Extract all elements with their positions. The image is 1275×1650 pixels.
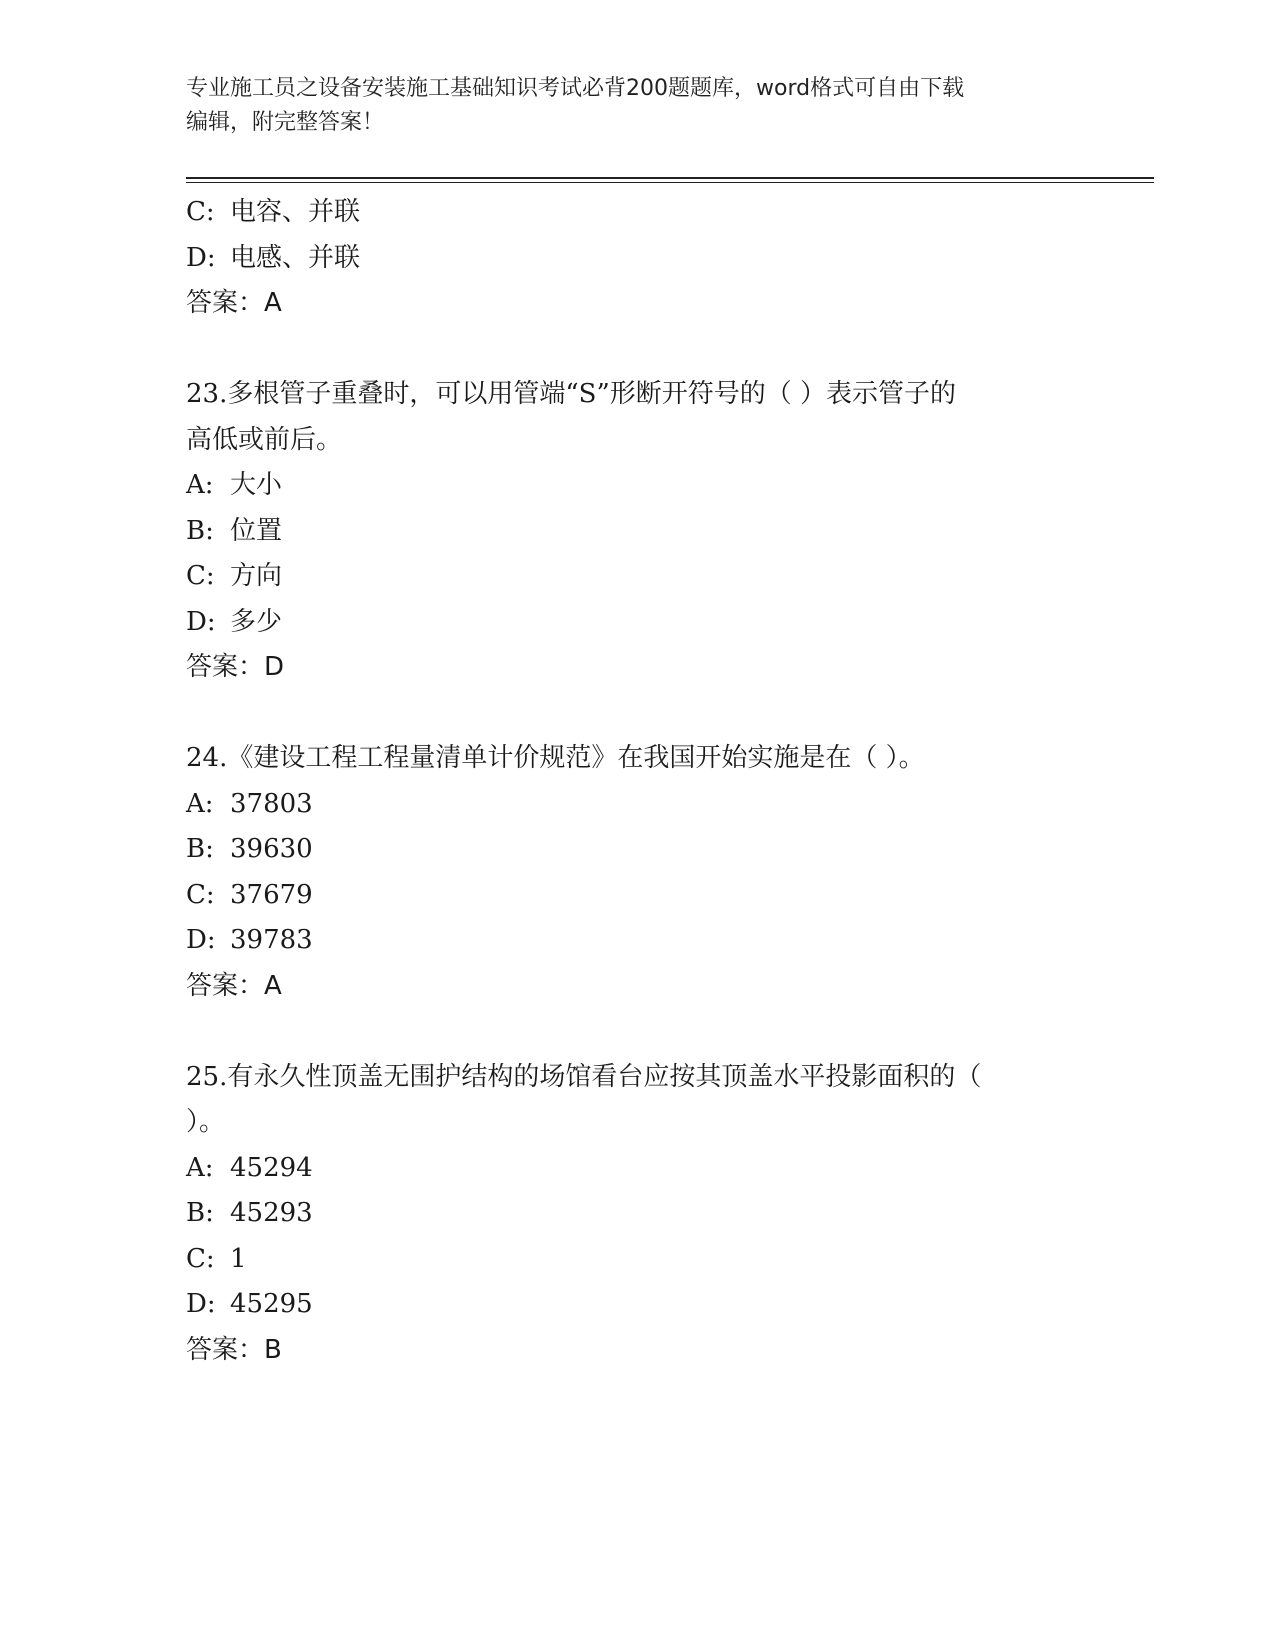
answer-line: 答案：A — [186, 970, 282, 1001]
option-letter: A: — [186, 788, 214, 819]
option-text: 39630 — [230, 834, 313, 864]
option-text: 39783 — [230, 925, 313, 955]
option-a — [186, 1146, 1086, 1192]
answer-line: 答案：D — [186, 652, 285, 682]
option-letter: B: — [186, 834, 214, 864]
option-c — [186, 1237, 1086, 1283]
question-text-line-2: ）。 — [186, 1107, 226, 1137]
option-letter: A: — [186, 470, 214, 500]
option-letter: B: — [186, 515, 214, 546]
option-letter: D: — [186, 606, 216, 637]
option-a — [186, 463, 1086, 509]
option-letter: C: — [186, 561, 215, 591]
option-text: 45294 — [230, 1152, 313, 1183]
option-b — [186, 509, 1086, 555]
option-d — [186, 1282, 1086, 1328]
option-letter: C: — [186, 197, 215, 227]
option-d — [186, 918, 1086, 964]
option-letter: D: — [186, 1289, 216, 1319]
option-text: 45295 — [230, 1289, 313, 1319]
option-text: 方向 — [230, 561, 283, 591]
option-letter: C: — [186, 879, 215, 910]
question-25 — [186, 1055, 1086, 1374]
option-text: 位置 — [230, 515, 283, 546]
option-a — [186, 782, 1086, 828]
option-text: 45293 — [230, 1198, 313, 1228]
option-letter: B: — [186, 1198, 214, 1228]
option-c — [186, 554, 1086, 600]
option-text: 37679 — [230, 879, 313, 910]
question-text-line-2: 高低或前后。 — [186, 424, 343, 455]
header-divider-thick — [186, 177, 1154, 179]
option-b — [186, 827, 1086, 873]
question-text-line-1: 23.多根管子重叠时，可以用管端“S”形断开符号的（ ）表示管子的 — [186, 379, 957, 409]
header-title-line-1: 专业施工员之设备安装施工基础知识考试必背200题题库，word格式可自由下载 — [186, 76, 965, 101]
document-header — [186, 72, 1066, 140]
option-c — [186, 873, 1086, 919]
spacer — [186, 327, 1086, 373]
option-d — [186, 236, 1086, 282]
header-divider-thin — [186, 182, 1154, 183]
answer-line: 答案：B — [186, 1334, 282, 1365]
option-text: 电感、并联 — [230, 242, 361, 273]
question-24 — [186, 736, 1086, 1009]
option-d — [186, 600, 1086, 646]
question-text-line-1: 25.有永久性顶盖无围护结构的场馆看台应按其顶盖水平投影面积的（ — [186, 1061, 982, 1092]
option-text: 多少 — [230, 606, 283, 637]
option-b — [186, 1191, 1086, 1237]
option-letter: D: — [186, 925, 216, 955]
question-list — [186, 190, 1086, 1373]
option-text: 电容、并联 — [230, 197, 361, 227]
option-c — [186, 190, 1086, 236]
option-text: 1 — [230, 1243, 247, 1274]
question-text-line-1: 24.《建设工程工程量清单计价规范》在我国开始实施是在（ ）。 — [186, 743, 925, 773]
option-letter: C: — [186, 1243, 215, 1274]
option-letter: A: — [186, 1152, 214, 1183]
option-letter: D: — [186, 242, 216, 273]
header-title-line-2: 编辑，附完整答案！ — [186, 110, 385, 135]
answer-line: 答案：A — [186, 288, 282, 318]
question-22-tail — [186, 190, 1086, 327]
option-text: 37803 — [230, 788, 313, 819]
option-text: 大小 — [230, 470, 283, 500]
spacer — [186, 1009, 1086, 1055]
spacer — [186, 691, 1086, 737]
question-23 — [186, 372, 1086, 691]
